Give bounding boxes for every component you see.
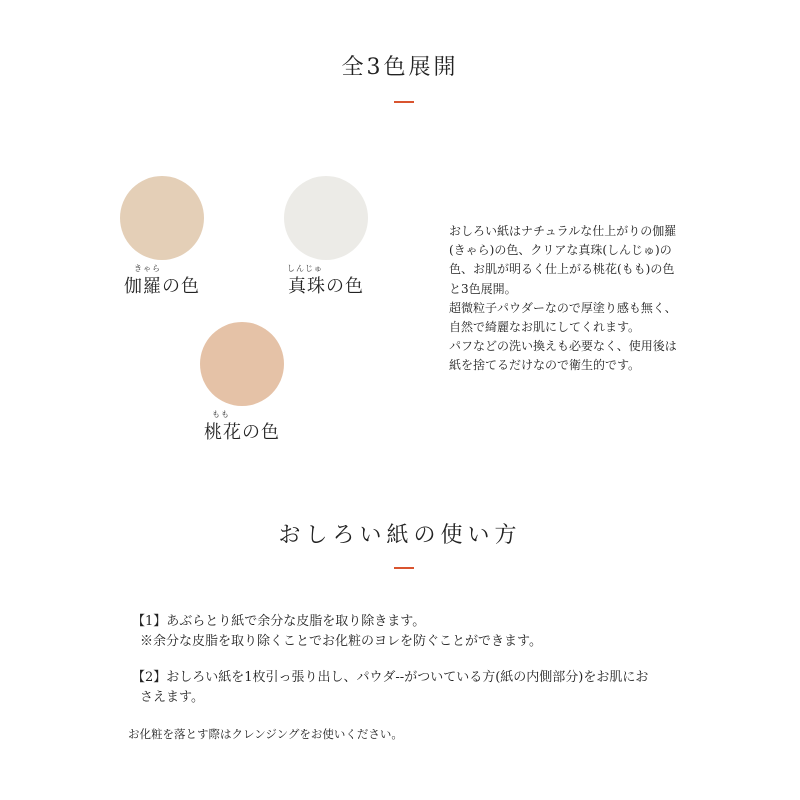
label-momo: 桃花の色	[204, 422, 280, 443]
cleansing-note: お化粧を落とす際はクレンジングをお使いください。	[128, 727, 403, 741]
description-line: 紙を捨てるだけなので衛生的です。	[449, 358, 641, 373]
section-title-usage: おしろい紙の使い方	[278, 523, 522, 548]
section-title-colors: 全3色展開	[341, 55, 459, 80]
step-1-text: 【1】あぶらとり紙で余分な皮脂を取り除きます。	[132, 614, 426, 629]
usage-steps	[132, 612, 692, 708]
step-2-text: 【2】おしろい紙を1枚引っ張り出し、パウダ--がついている方(紙の内側部分)をお肌にお	[132, 670, 649, 685]
label-shinju: 真珠の色	[288, 276, 364, 297]
ruby-shinju: しんじゅ	[287, 264, 323, 273]
description-line: おしろい紙はナチュラルな仕上がりの伽羅	[449, 224, 677, 238]
step-1-note: ※余分な皮脂を取り除くことでお化粧のヨレを防ぐことができます。	[140, 634, 542, 649]
description-line: 自然で綺麗なお肌にしてくれます。	[449, 320, 641, 335]
description-line: パフなどの洗い換えも必要なく、使用後は	[449, 339, 677, 354]
description-line: 超微粒子パウダーなので厚塗り感も無く、	[449, 300, 677, 315]
description-block	[449, 222, 709, 376]
title-divider	[394, 101, 414, 103]
description-line: (きゃら)の色、クリアな真珠(しんじゅ)の	[449, 243, 672, 258]
swatch-shinju	[284, 176, 368, 260]
swatch-momo	[200, 322, 284, 406]
label-kyara: 伽羅の色	[124, 276, 200, 297]
description-line: 色、お肌が明るく仕上がる桃花(もも)の色	[449, 262, 675, 277]
ruby-kyara: きゃら	[134, 264, 161, 273]
ruby-momo: もも	[212, 410, 230, 419]
description-line: と3色展開。	[449, 281, 517, 296]
title-divider	[394, 567, 414, 569]
swatch-kyara	[120, 176, 204, 260]
step-2-text-cont: さえます。	[140, 690, 204, 705]
